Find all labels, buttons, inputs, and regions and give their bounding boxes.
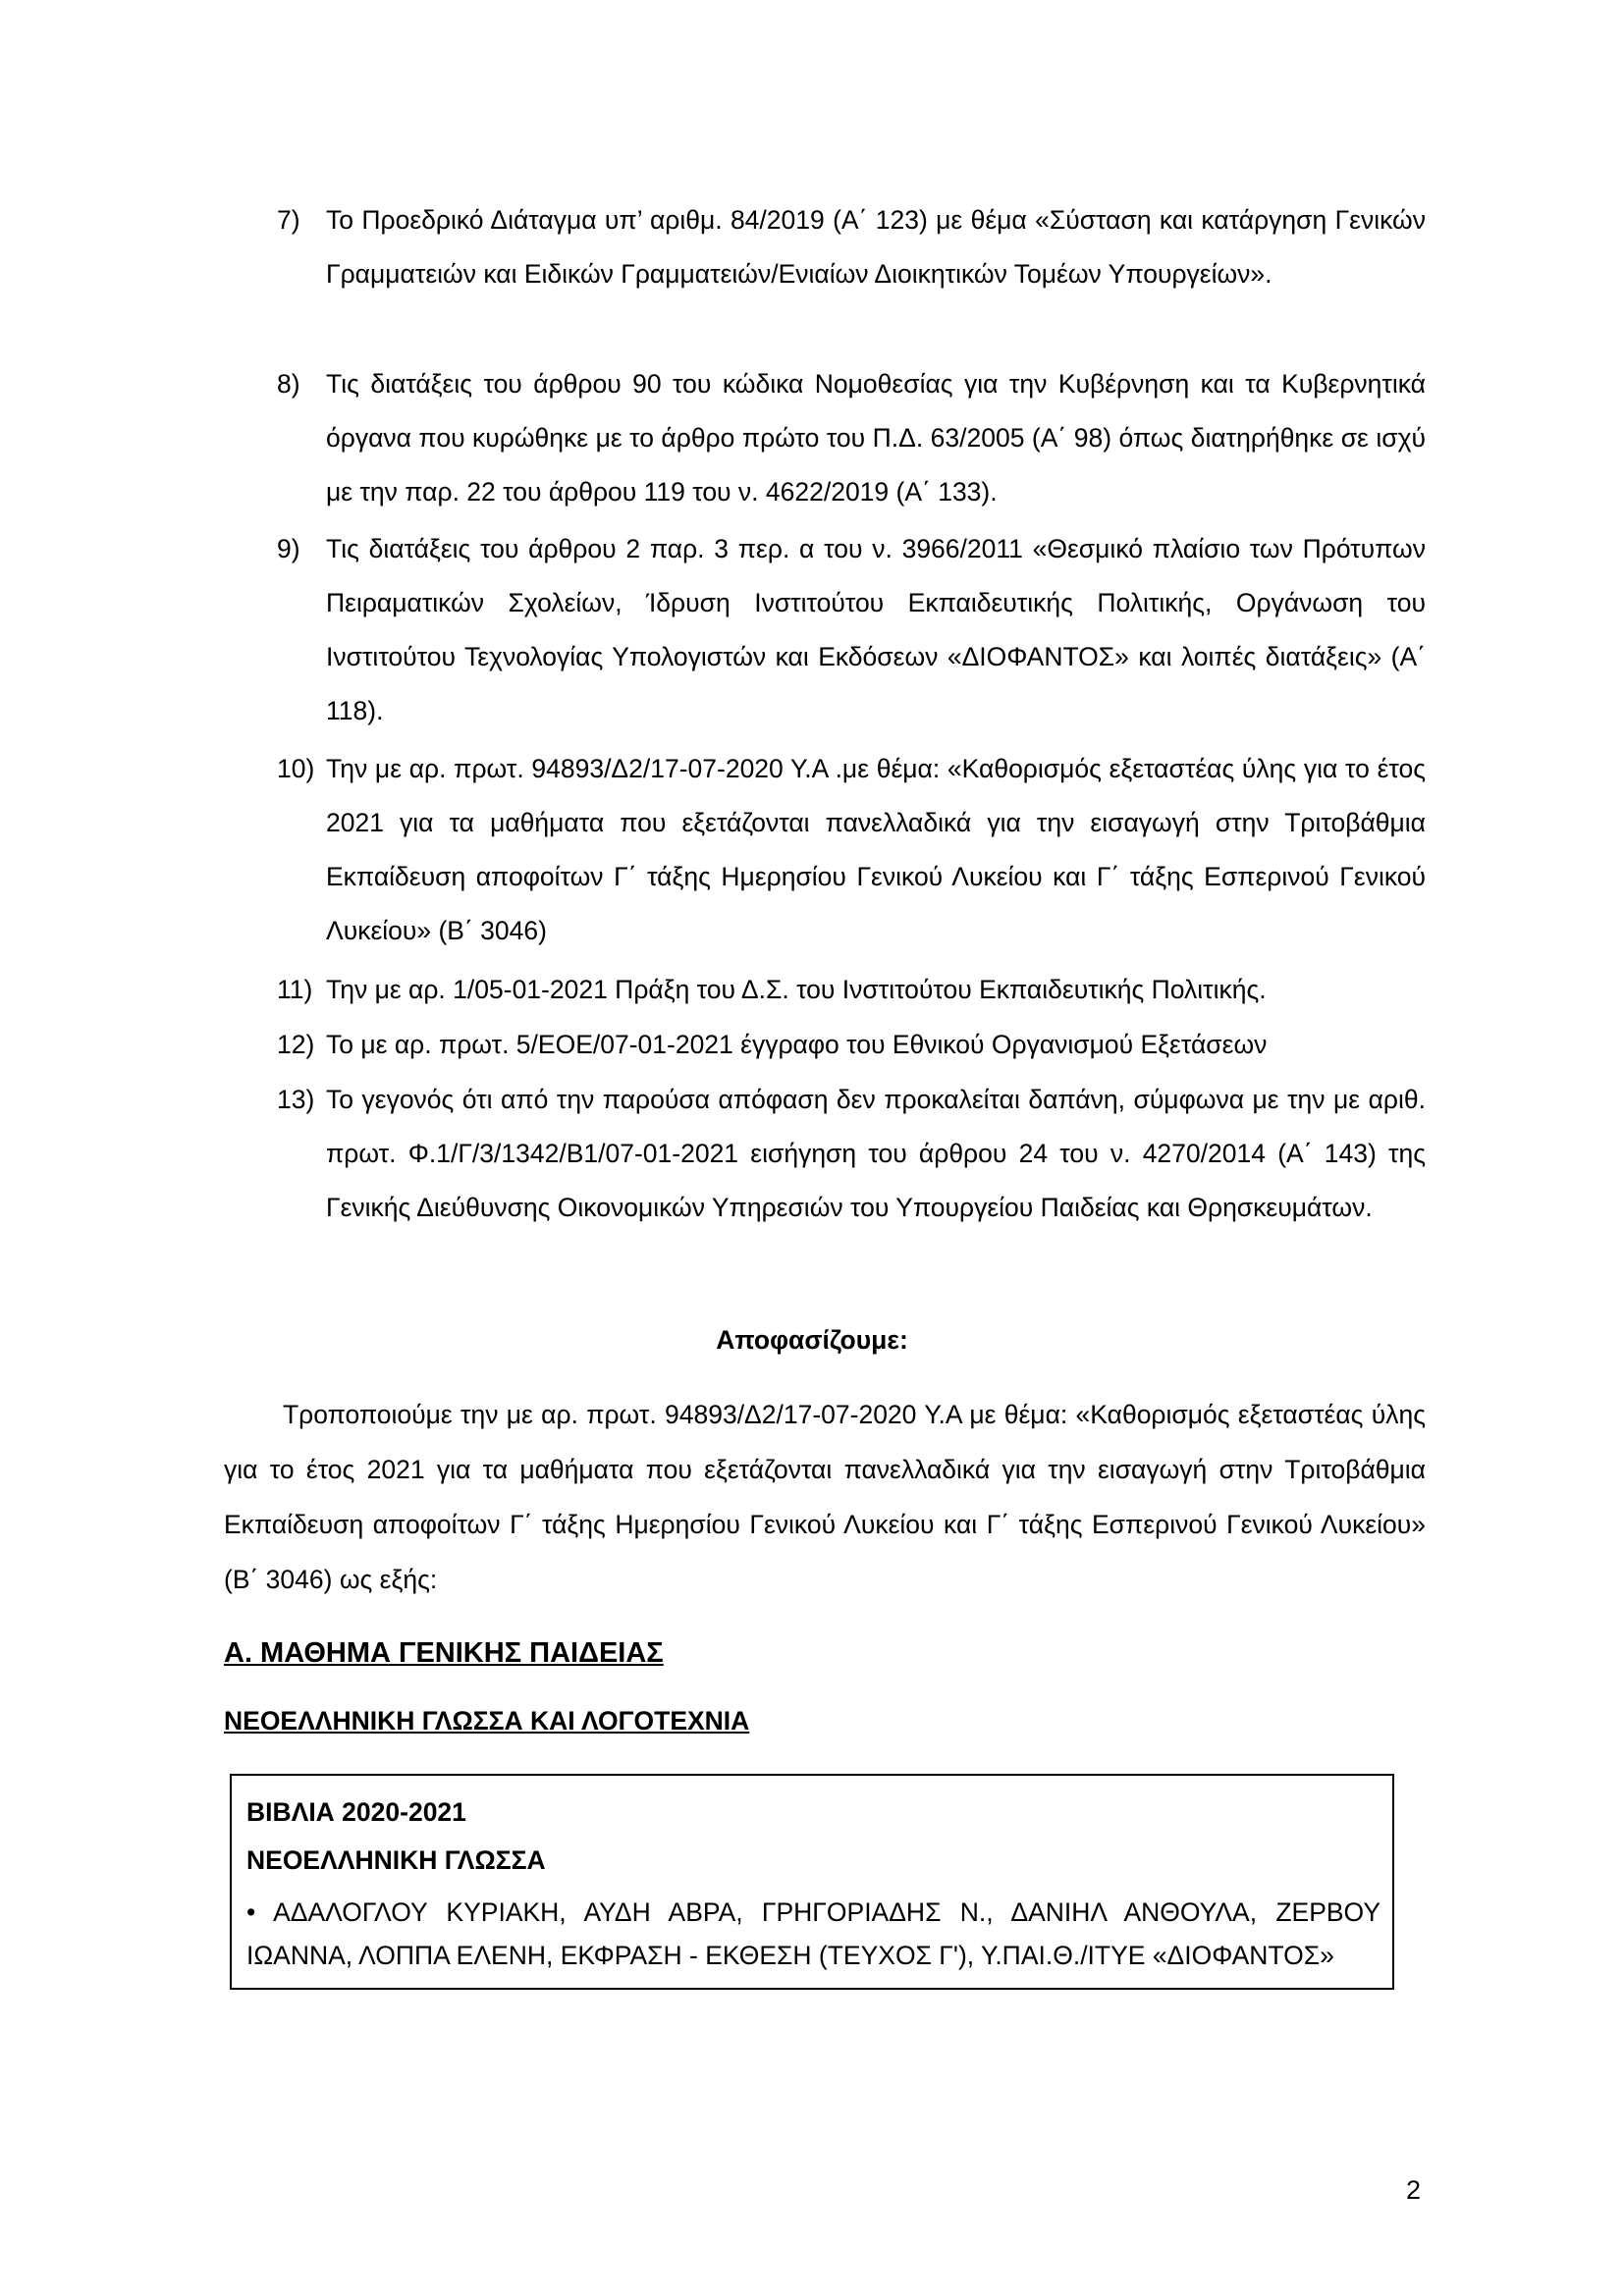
books-box (230, 1774, 1394, 1990)
section-a-title: Α. ΜΑΘΗΜΑ ΓΕΝΙΚΗΣ ΠΑΙΔΕΙΑΣ (224, 1637, 664, 1669)
list-text: Την με αρ. πρωτ. 94893/Δ2/17-07-2020 Υ.Α .με θέμα: «Καθορισμός εξεταστέας ύλης για το έτος 2021 για τα μαθήματα που εξετάζονται πανελλαδικά για την εισαγωγή στην Τριτοβάθμια Εκπαίδευση αποφοίτων Γ΄ τάξης Ημερησίου Γενικού Λυκείου και Γ΄ τάξης Εσπερινού Γενικού Λυκείου» (Β΄ 3046) (326, 754, 1426, 945)
decision-heading: Αποφασίζουμε: (716, 1325, 908, 1355)
list-item-12 (277, 1018, 1426, 1072)
list-item-13 (277, 1073, 1426, 1235)
book-entry: • ΑΔΑΛΟΓΛΟΥ ΚΥΡΙΑΚΗ, ΑΥΔΗ ΑΒΡΑ, ΓΡΗΓΟΡΙΑΔΗΣ Ν., ΔΑΝΙΗΛ ΑΝΘΟΥΛΑ, ΖΕΡΒΟΥ ΙΩΑΝΝΑ, ΛΟΠΠΑ ΕΛΕΝΗ, ΕΚΦΡΑΣΗ - ΕΚΘΕΣΗ (ΤΕΥΧΟΣ Γ'), Υ.ΠΑΙ.Θ./ΙΤΥΕ «ΔΙΟΦΑΝΤΟΣ» (246, 1897, 1380, 1970)
list-item-11 (277, 963, 1426, 1017)
subject-title: ΝΕΟΕΛΛΗΝΙΚΗ ΓΛΩΣΣΑ ΚΑΙ ΛΟΓΟΤΕΧΝΙΑ (224, 1706, 750, 1735)
list-number: 10) (277, 754, 315, 783)
list-number: 8) (277, 369, 300, 399)
list-item-7 (277, 193, 1426, 301)
list-number: 11) (277, 975, 313, 1004)
list-text: Τις διατάξεις του άρθρου 2 παρ. 3 περ. α του ν. 3966/2011 «Θεσμικό πλαίσιο των Πρότυπων Πειραματικών Σχολείων, Ίδρυση Ινστιτούτου Εκπαιδευτικής Πολιτικής, Οργάνωση του Ινστιτούτου Τεχνολογίας Υπολογιστών και Εκδόσεων «ΔΙΟΦΑΝΤΟΣ» και λοιπές διατάξεις» (Α΄ 118). (326, 534, 1426, 725)
list-number: 13) (277, 1085, 315, 1114)
list-number: 7) (277, 205, 300, 235)
list-number: 12) (277, 1030, 315, 1059)
books-subject: ΝΕΟΕΛΛΗΝΙΚΗ ΓΛΩΣΣΑ (246, 1845, 546, 1875)
list-text: Το γεγονός ότι από την παρούσα απόφαση δεν προκαλείται δαπάνη, σύμφωνα με την με αριθ. πρωτ. Φ.1/Γ/3/1342/Β1/07-01-2021 εισήγηση του άρθρου 24 του ν. 4270/2014 (Α΄ 143) της Γενικής Διεύθυνσης Οικονομικών Υπηρεσιών του Υπουργείου Παιδείας και Θρησκευμάτων. (326, 1085, 1426, 1222)
list-text: Τις διατάξεις του άρθρου 90 του κώδικα Νομοθεσίας για την Κυβέρνηση και τα Κυβερνητικά όργανα που κυρώθηκε με το άρθρο πρώτο του Π.Δ. 63/2005 (Α΄ 98) όπως διατηρήθηκε σε ισχύ με την παρ. 22 του άρθρου 119 του ν. 4622/2019 (Α΄ 133). (326, 369, 1426, 507)
decision-paragraph: Τροποποιούμε την με αρ. πρωτ. 94893/Δ2/17-07-2020 Υ.Α με θέμα: «Καθορισμός εξεταστέας ύλης για το έτος 2021 για τα μαθήματα που εξετάζονται πανελλαδικά για την εισαγωγή στην Τριτοβάθμια Εκπαίδευση αποφοίτων Γ΄ τάξης Ημερησίου Γενικού Λυκείου και Γ΄ τάξης Εσπερινού Γενικού Λυκείου» (Β΄ 3046) ως εξής: (224, 1400, 1426, 1594)
list-number: 9) (277, 534, 300, 563)
books-title: ΒΙΒΛΙΑ 2020-2021 (246, 1797, 466, 1827)
list-text: Την με αρ. 1/05-01-2021 Πράξη του Δ.Σ. του Ινστιτούτου Εκπαιδευτικής Πολιτικής. (326, 975, 1267, 1004)
list-item-8 (277, 357, 1426, 519)
list-text: Το με αρ. πρωτ. 5/ΕΟΕ/07-01-2021 έγγραφο του Εθνικού Οργανισμού Εξετάσεων (326, 1030, 1268, 1059)
list-text: Το Προεδρικό Διάταγμα υπ’ αριθμ. 84/2019 (Α΄ 123) με θέμα «Σύσταση και κατάργηση Γενικών Γραμματειών και Ειδικών Γραμματειών/Ενιαίων Διοικητικών Τομέων Υπουργείων». (326, 205, 1426, 289)
list-item-9 (277, 522, 1426, 738)
page-number: 2 (1406, 2175, 1422, 2205)
list-item-10 (277, 742, 1426, 958)
